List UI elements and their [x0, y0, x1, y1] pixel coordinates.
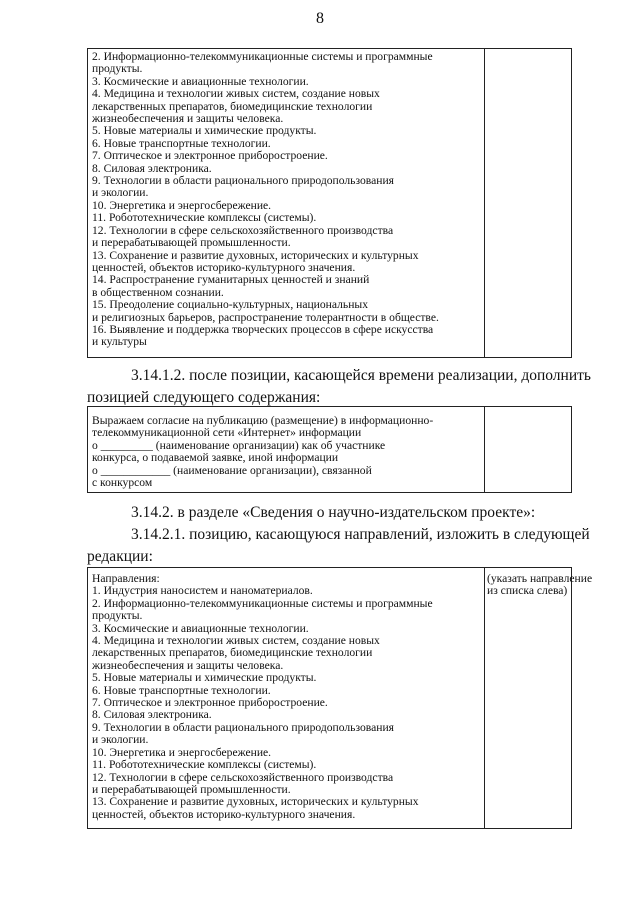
table-line: о _________ (наименование организации) как об участнике — [92, 438, 386, 452]
page-number: 8 — [316, 10, 324, 27]
table-line: 5. Новые материалы и химические продукты. — [92, 671, 317, 685]
amendment-paragraph-3-14-2-1-cont — [87, 546, 153, 568]
table-line: 6. Новые транспортные технологии. — [92, 136, 271, 150]
table-line: 6. Новые транспортные технологии. — [92, 683, 271, 697]
paragraph-line: 3.14.1.2. после позиции, касающейся времени реализации, дополнить — [131, 367, 591, 384]
table-line: ценностей, объектов историко-культурного значения. — [92, 807, 356, 821]
paragraph-line: редакции: — [87, 548, 153, 565]
table-line: и перерабатывающей промышленности. — [92, 782, 291, 796]
table-line: 15. Преодоление социально-культурных, национальных — [92, 298, 368, 312]
amendment-paragraph-3-14-2 — [131, 502, 535, 524]
directions-table-new — [87, 567, 593, 829]
directions-list-cell — [88, 568, 485, 828]
table-line: Направления: — [92, 572, 160, 585]
table-line: о ____________ (наименование организации), связанной — [92, 463, 372, 477]
table-line: 12. Технологии в сфере сельскохозяйственного производства — [92, 223, 394, 237]
consent-value-cell — [483, 407, 571, 492]
table-line: 9. Технологии в области рационального природопользования — [92, 174, 394, 188]
table-line: 13. Сохранение и развитие духовных, исторических и культурных — [92, 248, 419, 262]
table-line: лекарственных препаратов, биомедицинские технологии — [92, 99, 373, 113]
table-line: 5. Новые материалы и химические продукты. — [92, 124, 317, 138]
table-line: 8. Силовая электроника. — [92, 708, 212, 722]
table-line: 3. Космические и авиационные технологии. — [92, 74, 309, 88]
table-line: продукты. — [92, 62, 143, 76]
table-line: 7. Оптическое и электронное приборостроение. — [92, 696, 328, 710]
table-line: конкурса, о подаваемой заявке, иной информации — [92, 451, 339, 465]
table-line: 10. Энергетика и энергосбережение. — [92, 198, 272, 212]
table-line: телекоммуникационной сети «Интернет» информации — [92, 426, 362, 440]
directions-instruction-cell — [483, 568, 593, 828]
amendment-paragraph-3-14-1-2 — [131, 365, 591, 387]
table-line: жизнеобеспечения и защиты человека. — [92, 658, 284, 672]
table-line: 7. Оптическое и электронное приборостроение. — [92, 149, 328, 163]
paragraph-line: 3.14.2. в разделе «Сведения о научно-издательском проекте»: — [131, 504, 536, 521]
paragraph-line: 3.14.2.1. позицию, касающуюся направлений, изложить в следующей — [131, 526, 590, 543]
table-line: и культуры — [92, 335, 147, 349]
table-line: (указать направление — [487, 572, 593, 585]
table-line: 1. Индустрия наносистем и наноматериалов. — [92, 584, 313, 598]
table-line: 9. Технологии в области рационального природопользования — [92, 720, 394, 734]
table-line: лекарственных препаратов, биомедицинские технологии — [92, 646, 373, 660]
paragraph-line: позицией следующего содержания: — [87, 389, 321, 406]
table-line: ценностей, объектов историко-культурного значения. — [92, 260, 356, 274]
consent-text-cell — [88, 407, 485, 492]
table-line: 2. Информационно-телекоммуникационные системы и программные — [92, 50, 433, 63]
table-line: 16. Выявление и поддержка творческих процессов в сфере искусства — [92, 322, 434, 336]
table-line: 3. Космические и авиационные технологии. — [92, 621, 309, 635]
table-line: 11. Робототехнические комплексы (системы). — [92, 211, 317, 225]
table-line: и перерабатывающей промышленности. — [92, 236, 291, 250]
table-line: 4. Медицина и технологии живых систем, создание новых — [92, 87, 380, 101]
table-line: 4. Медицина и технологии живых систем, создание новых — [92, 634, 380, 648]
table-line: и религиозных барьеров, распространение толерантности в обществе. — [92, 310, 439, 324]
table-line: 2. Информационно-телекоммуникационные системы и программные — [92, 596, 433, 610]
table-line: из списка слева) — [487, 584, 568, 598]
table-line: 13. Сохранение и развитие духовных, исторических и культурных — [92, 795, 419, 809]
table-line: и экологии. — [92, 733, 149, 747]
directions-table-continued — [87, 48, 572, 358]
directions-value-cell — [483, 49, 571, 357]
table-line: 12. Технологии в сфере сельскохозяйственного производства — [92, 770, 394, 784]
amendment-paragraph-3-14-2-1 — [131, 524, 590, 546]
table-line: жизнеобеспечения и защиты человека. — [92, 112, 284, 126]
consent-table — [87, 406, 572, 493]
table-line: с конкурсом — [92, 476, 153, 490]
table-line: 14. Распространение гуманитарных ценностей и знаний — [92, 273, 370, 287]
table-line: продукты. — [92, 609, 143, 623]
table-line: Выражаем согласие на публикацию (размещение) в информационно- — [92, 414, 434, 427]
table-line: 8. Силовая электроника. — [92, 161, 212, 175]
table-line: и экологии. — [92, 186, 149, 200]
directions-list-cell — [88, 49, 485, 357]
table-line: 10. Энергетика и энергосбережение. — [92, 745, 272, 759]
table-line: 11. Робототехнические комплексы (системы). — [92, 758, 317, 772]
table-line: в общественном сознании. — [92, 285, 224, 299]
